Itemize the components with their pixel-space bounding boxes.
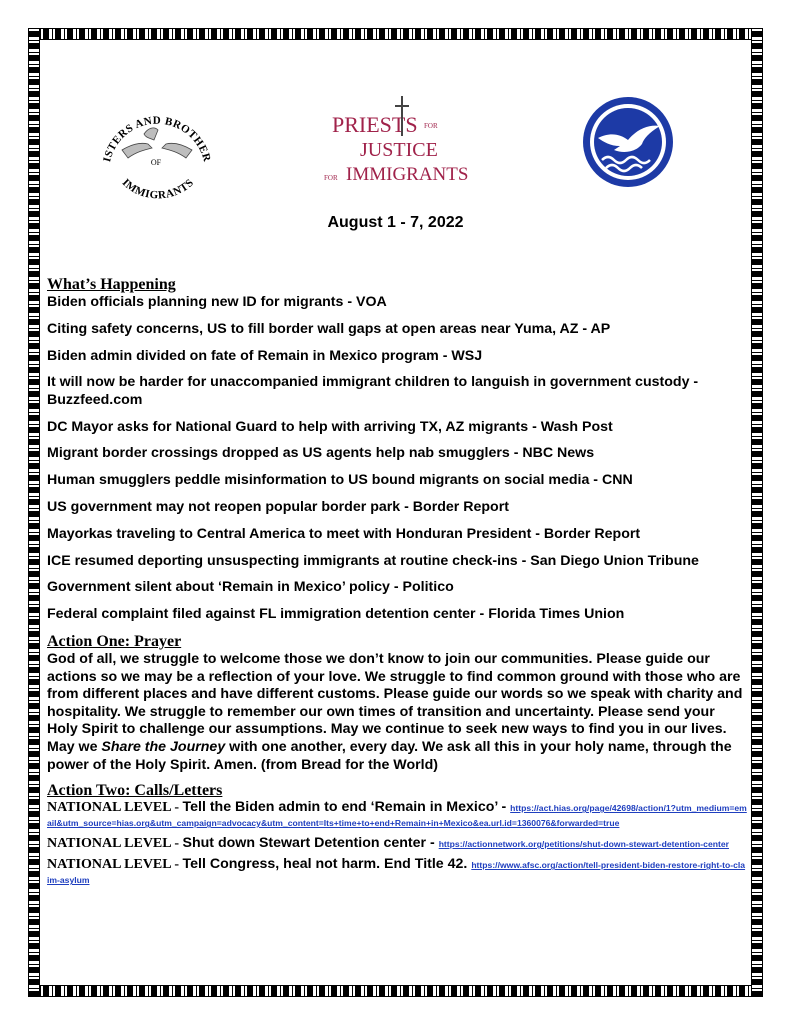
news-item: ICE resumed deporting unsuspecting immigrants at routine check-ins - San Diego Union Tribune	[47, 552, 699, 569]
call-action: Shut down Stewart Detention center -	[182, 835, 439, 852]
priests-logo-line1: PRIESTS	[332, 112, 418, 137]
news-item: DC Mayor asks for National Guard to help with arriving TX, AZ migrants - Wash Post	[47, 418, 613, 435]
call-item	[47, 836, 747, 851]
priests-logo-for1: FOR	[424, 122, 438, 130]
news-item: Biden officials planning new ID for migrants - VOA	[47, 294, 387, 310]
sisters-logo-bottom-text: IMMIGRANTS	[119, 176, 197, 202]
call-link[interactable]: https://www.afsc.org/action/tell-president-biden-restore-right-to-claim-asylum	[47, 860, 746, 886]
page-border-left	[28, 28, 40, 997]
page-border-top	[28, 28, 763, 40]
call-action: Tell the Biden admin to end ‘Remain in Mexico’ -	[182, 799, 511, 816]
call-level: NATIONAL LEVEL -	[47, 836, 183, 852]
prayer-text	[47, 651, 747, 774]
sisters-brothers-logo	[92, 92, 222, 202]
action-one-title: Action One: Prayer	[47, 633, 182, 651]
page-border-right	[751, 28, 763, 997]
prayer-text-end: with one another, every day. We ask all this in your holy name, through the power of the Holy Spirit. Amen. (from Bread for the World)	[47, 739, 732, 773]
news-item: Government silent about ‘Remain in Mexico’ policy - Politico	[47, 579, 454, 596]
priests-logo-line2: JUSTICE	[360, 139, 438, 161]
action-two-title: Action Two: Calls/Letters	[47, 782, 223, 800]
call-action: Tell Congress, heal not harm. End Title 42.	[182, 856, 472, 873]
news-item: Federal complaint filed against FL immigration detention center - Florida Times Union	[47, 606, 625, 623]
page-border-bottom	[28, 985, 763, 997]
date-heading: August 1 - 7, 2022	[327, 214, 464, 231]
prayer-text-italic: Share the Journey	[101, 739, 226, 756]
prayer-text-start: God of all, we struggle to welcome those we don’t know to join our communities. Please guide our actions so we may be a reflection of your love. We struggle to find common ground with those who are from different places and have different customs. Please guide our words so we speak with charity and hospitality. We struggle to remember our own times of transition and uncertainty. Please send your Holy Spirit to challenge our assumptions. May we continue to seek new ways to find you in our lives. May we	[47, 651, 743, 756]
sisters-logo-of: OF	[150, 158, 162, 167]
news-item: Mayorkas traveling to Central America to meet with Honduran President - Border Report	[47, 525, 641, 542]
call-item	[47, 800, 747, 830]
priests-justice-logo	[318, 94, 478, 186]
call-level: NATIONAL LEVEL -	[47, 857, 183, 873]
svg-text:IMMIGRANTS	[120, 177, 197, 202]
call-item	[47, 857, 747, 887]
call-link[interactable]: https://act.hias.org/page/42698/action/1?utm_medium=email&utm_source=hias.org&utm_campaign=advocacy&utm_content=Its+time+to+end+Remain+in+Mexico&ea.url.id=1360076&forwarded=true	[47, 803, 747, 829]
news-item: Biden admin divided on fate of Remain in Mexico program - WSJ	[47, 347, 483, 364]
priests-logo-line3: IMMIGRANTS	[346, 164, 469, 185]
news-item: Human smugglers peddle misinformation to US bound migrants on social media - CNN	[47, 472, 633, 489]
news-item: US government may not reopen popular border park - Border Report	[47, 499, 509, 516]
main-content	[47, 276, 747, 893]
dove-emblem-logo	[580, 94, 676, 190]
news-item: Citing safety concerns, US to fill border wall gaps at open areas near Yuma, AZ - AP	[47, 320, 611, 337]
news-item: It will now be harder for unaccompanied immigrant children to languish in government custody - Buzzfeed.com	[47, 374, 699, 408]
news-item: Migrant border crossings dropped as US agents help nab smugglers - NBC News	[47, 445, 595, 462]
whats-happening-title: What’s Happening	[47, 276, 176, 293]
call-link[interactable]: https://actionnetwork.org/petitions/shut-down-stewart-detention-center	[438, 839, 729, 850]
priests-logo-for2: FOR	[324, 174, 338, 182]
call-level: NATIONAL LEVEL -	[47, 800, 183, 816]
sisters-logo-top-text: ISTERS AND BROTHER	[101, 114, 213, 164]
news-list	[47, 294, 747, 624]
